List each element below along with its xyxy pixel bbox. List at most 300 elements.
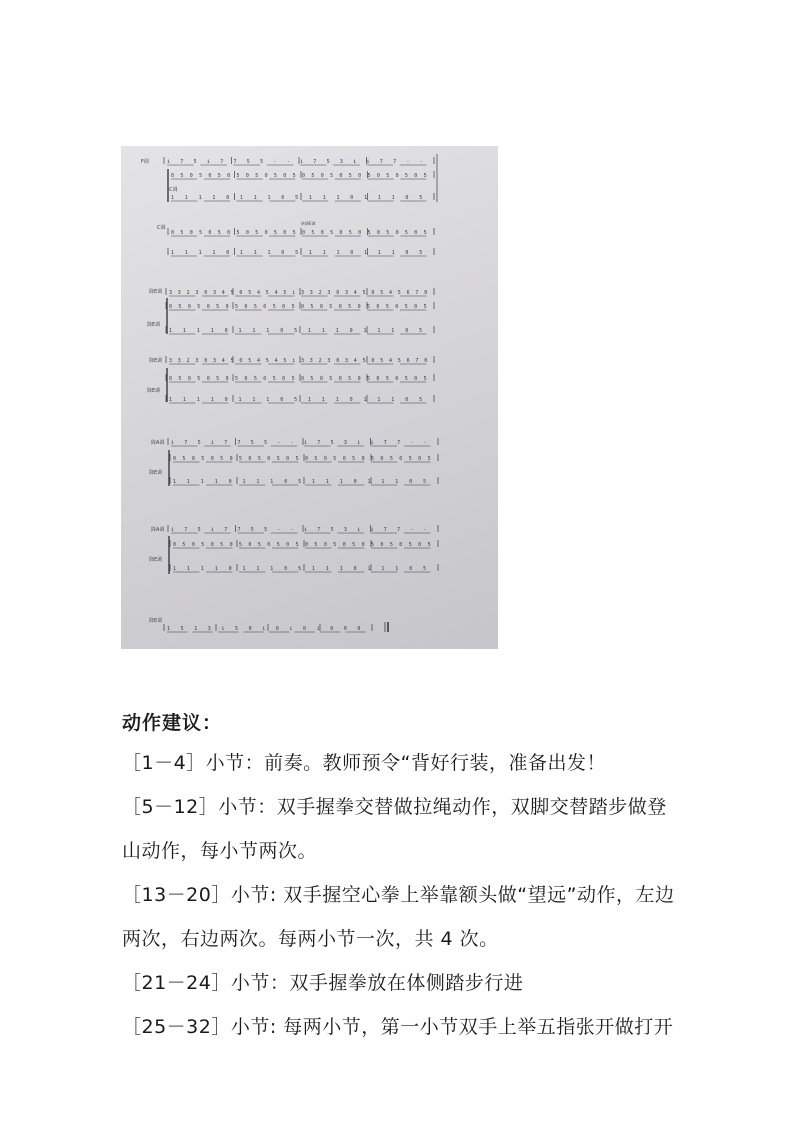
svg-text:7: 7 xyxy=(237,440,241,446)
svg-text:7: 7 xyxy=(393,159,397,165)
svg-text:5: 5 xyxy=(404,376,408,382)
svg-text:1: 1 xyxy=(238,397,242,403)
svg-text:3: 3 xyxy=(343,440,347,446)
svg-text:5: 5 xyxy=(298,479,302,485)
svg-text:5: 5 xyxy=(248,358,252,364)
svg-text:0: 0 xyxy=(358,230,362,236)
svg-text:5: 5 xyxy=(408,542,412,548)
svg-text:0: 0 xyxy=(239,358,243,364)
svg-text:0: 0 xyxy=(171,173,175,179)
svg-text:0: 0 xyxy=(380,456,384,462)
svg-text:1: 1 xyxy=(336,250,340,256)
svg-text:0: 0 xyxy=(350,195,354,201)
svg-text:0: 0 xyxy=(171,230,175,236)
svg-text:1: 1 xyxy=(169,397,173,403)
svg-text:1: 1 xyxy=(242,479,246,485)
svg-text:5: 5 xyxy=(352,542,356,548)
svg-text:1: 1 xyxy=(391,195,395,201)
svg-text:0: 0 xyxy=(224,397,228,403)
note-row xyxy=(170,477,438,485)
svg-text:5: 5 xyxy=(257,542,261,548)
svg-text:1: 1 xyxy=(321,397,325,403)
svg-text:1: 1 xyxy=(321,328,325,334)
svg-text:5: 5 xyxy=(182,456,186,462)
svg-text:5: 5 xyxy=(276,542,280,548)
svg-text:i: i xyxy=(316,626,320,632)
svg-text:0: 0 xyxy=(371,358,375,364)
svg-text:i: i xyxy=(206,159,210,165)
svg-text:5: 5 xyxy=(385,376,389,382)
svg-text:5: 5 xyxy=(380,290,384,296)
svg-text:7: 7 xyxy=(224,440,228,446)
svg-text:5: 5 xyxy=(294,328,298,334)
svg-text:5: 5 xyxy=(246,159,250,165)
svg-text:5: 5 xyxy=(235,376,239,382)
svg-text:0: 0 xyxy=(323,542,327,548)
svg-text:5: 5 xyxy=(352,456,356,462)
svg-text:0: 0 xyxy=(323,456,327,462)
svg-text:5: 5 xyxy=(236,173,240,179)
svg-text:1: 1 xyxy=(322,250,326,256)
svg-text:-: - xyxy=(423,527,427,533)
svg-text:5: 5 xyxy=(314,456,318,462)
svg-text:0: 0 xyxy=(248,626,252,632)
svg-text:7: 7 xyxy=(383,440,387,446)
svg-text:1: 1 xyxy=(395,479,399,485)
svg-text:0: 0 xyxy=(353,479,357,485)
svg-text:3: 3 xyxy=(177,290,181,296)
svg-text:1: 1 xyxy=(210,328,214,334)
svg-text:0: 0 xyxy=(169,376,173,382)
note-row xyxy=(170,454,438,462)
svg-text:5: 5 xyxy=(230,358,234,364)
svg-text:5: 5 xyxy=(273,230,277,236)
svg-text:0: 0 xyxy=(358,173,362,179)
part-label: 降E调 xyxy=(147,322,161,328)
svg-text:1: 1 xyxy=(367,479,371,485)
svg-text:5: 5 xyxy=(255,230,259,236)
svg-text:1: 1 xyxy=(214,479,218,485)
svg-text:5: 5 xyxy=(397,290,401,296)
svg-text:0: 0 xyxy=(350,250,354,256)
svg-text:5: 5 xyxy=(236,230,240,236)
svg-text:5: 5 xyxy=(239,456,243,462)
svg-text:5: 5 xyxy=(362,358,366,364)
svg-text:0: 0 xyxy=(376,173,380,179)
svg-text:0: 0 xyxy=(227,230,231,236)
svg-text:1: 1 xyxy=(363,328,367,334)
svg-text:1: 1 xyxy=(339,479,343,485)
svg-text:0: 0 xyxy=(286,542,290,548)
svg-text:1: 1 xyxy=(238,328,242,334)
svg-text:5: 5 xyxy=(193,159,197,165)
svg-text:5: 5 xyxy=(386,173,390,179)
svg-text:1: 1 xyxy=(335,397,339,403)
svg-text:1: 1 xyxy=(242,566,246,572)
svg-text:i: i xyxy=(304,440,308,446)
svg-text:i: i xyxy=(370,527,374,533)
svg-text:3: 3 xyxy=(195,358,199,364)
svg-text:1: 1 xyxy=(214,566,218,572)
svg-text:0: 0 xyxy=(210,456,214,462)
svg-text:0: 0 xyxy=(210,542,214,548)
svg-text:5: 5 xyxy=(217,230,221,236)
svg-text:0: 0 xyxy=(189,230,193,236)
svg-text:1: 1 xyxy=(391,250,395,256)
svg-text:5: 5 xyxy=(423,173,427,179)
svg-text:1: 1 xyxy=(239,195,243,201)
svg-text:1: 1 xyxy=(196,397,200,403)
part-label: 降E调 xyxy=(149,618,163,624)
paragraph-2: ［5－12］小节：双手握拳交替做拉绳动作，双脚交替踏步做登山动作，每小节两次。 xyxy=(122,796,667,862)
svg-text:5: 5 xyxy=(419,250,423,256)
svg-text:7: 7 xyxy=(233,159,237,165)
paragraph-4: ［21－24］小节：双手握拳放在体侧踏步行进 xyxy=(122,972,524,994)
part-label: 降E调 xyxy=(149,289,163,295)
svg-text:5: 5 xyxy=(333,456,337,462)
svg-text:5: 5 xyxy=(330,173,334,179)
svg-text:0: 0 xyxy=(376,376,380,382)
svg-text:5: 5 xyxy=(348,230,352,236)
svg-text:1: 1 xyxy=(311,566,315,572)
svg-text:0: 0 xyxy=(319,304,323,310)
svg-text:1: 1 xyxy=(391,397,395,403)
svg-text:i: i xyxy=(366,159,370,165)
svg-text:1: 1 xyxy=(308,195,312,201)
note-row xyxy=(166,395,434,403)
svg-text:0: 0 xyxy=(414,304,418,310)
part-label: 降E调 xyxy=(149,358,163,364)
svg-text:i: i xyxy=(357,527,361,533)
svg-text:5: 5 xyxy=(314,542,318,548)
svg-text:0: 0 xyxy=(284,479,288,485)
svg-text:7: 7 xyxy=(224,527,228,533)
svg-text:1: 1 xyxy=(267,195,271,201)
svg-text:5: 5 xyxy=(419,195,423,201)
svg-text:-: - xyxy=(277,440,281,446)
svg-text:0: 0 xyxy=(225,376,229,382)
svg-text:0: 0 xyxy=(224,328,228,334)
svg-text:7: 7 xyxy=(313,159,317,165)
svg-text:-: - xyxy=(286,159,290,165)
svg-text:7: 7 xyxy=(383,527,387,533)
svg-text:0: 0 xyxy=(208,230,212,236)
svg-text:7: 7 xyxy=(237,527,241,533)
svg-text:i: i xyxy=(167,159,171,165)
svg-text:0: 0 xyxy=(405,250,409,256)
paragraph-5: ［25－32］小节: 每两小节，第一小节双手上举五指张开做打开 xyxy=(122,1016,674,1038)
svg-text:0: 0 xyxy=(424,290,428,296)
svg-text:5: 5 xyxy=(180,173,184,179)
svg-text:2: 2 xyxy=(186,290,190,296)
svg-text:3: 3 xyxy=(309,290,313,296)
svg-text:5: 5 xyxy=(201,542,205,548)
svg-text:i: i xyxy=(289,626,293,632)
svg-text:1: 1 xyxy=(169,328,173,334)
svg-text:0: 0 xyxy=(414,376,418,382)
svg-text:0: 0 xyxy=(414,230,418,236)
svg-text:4: 4 xyxy=(389,358,393,364)
svg-text:1: 1 xyxy=(381,479,385,485)
svg-text:1: 1 xyxy=(377,397,381,403)
svg-text:0: 0 xyxy=(395,173,399,179)
note-row xyxy=(168,525,438,533)
svg-text:0: 0 xyxy=(342,456,346,462)
svg-text:5: 5 xyxy=(386,230,390,236)
svg-text:0: 0 xyxy=(263,304,267,310)
svg-text:5: 5 xyxy=(250,527,254,533)
svg-text:5: 5 xyxy=(427,456,431,462)
svg-text:0: 0 xyxy=(225,304,229,310)
svg-text:0: 0 xyxy=(305,542,309,548)
svg-text:5: 5 xyxy=(265,358,269,364)
svg-text:1: 1 xyxy=(212,195,216,201)
section-heading: 动作建议： xyxy=(122,712,223,734)
svg-text:5: 5 xyxy=(260,159,264,165)
svg-text:2: 2 xyxy=(318,290,322,296)
svg-text:5: 5 xyxy=(248,290,252,296)
svg-text:5: 5 xyxy=(389,542,393,548)
svg-text:0: 0 xyxy=(208,173,212,179)
svg-text:i: i xyxy=(171,527,175,533)
svg-text:1: 1 xyxy=(173,479,177,485)
svg-text:4: 4 xyxy=(221,290,225,296)
svg-text:i: i xyxy=(262,626,266,632)
svg-text:5: 5 xyxy=(180,626,184,632)
svg-text:7: 7 xyxy=(415,290,419,296)
svg-text:5: 5 xyxy=(404,230,408,236)
svg-text:0: 0 xyxy=(228,566,232,572)
svg-text:5: 5 xyxy=(295,542,299,548)
svg-text:7: 7 xyxy=(317,440,321,446)
svg-text:0: 0 xyxy=(302,173,306,179)
svg-text:3: 3 xyxy=(195,290,199,296)
svg-text:0: 0 xyxy=(343,626,347,632)
svg-text:0: 0 xyxy=(228,479,232,485)
svg-text:0: 0 xyxy=(418,456,422,462)
svg-text:1: 1 xyxy=(311,479,315,485)
svg-text:5: 5 xyxy=(264,440,268,446)
svg-text:4: 4 xyxy=(257,290,261,296)
svg-text:i: i xyxy=(292,290,296,296)
svg-text:1: 1 xyxy=(186,566,190,572)
svg-text:0: 0 xyxy=(353,566,357,572)
svg-text:0: 0 xyxy=(282,304,286,310)
svg-text:1: 1 xyxy=(325,566,329,572)
svg-text:0: 0 xyxy=(245,230,249,236)
svg-text:0: 0 xyxy=(409,479,413,485)
svg-text:1: 1 xyxy=(270,479,274,485)
note-row xyxy=(164,157,434,165)
svg-text:1: 1 xyxy=(167,626,171,632)
svg-text:0: 0 xyxy=(281,195,285,201)
note-row xyxy=(166,326,434,334)
svg-text:0: 0 xyxy=(349,397,353,403)
note-row xyxy=(168,228,434,236)
svg-text:1: 1 xyxy=(184,250,188,256)
svg-text:0: 0 xyxy=(399,456,403,462)
svg-text:5: 5 xyxy=(367,230,371,236)
svg-text:1: 1 xyxy=(339,566,343,572)
svg-text:0: 0 xyxy=(229,542,233,548)
paragraph-1: ［1－4］小节：前奏。教师预令“背好行装，准备出发！ xyxy=(122,752,607,774)
svg-text:5: 5 xyxy=(201,456,205,462)
svg-text:5: 5 xyxy=(326,159,330,165)
svg-text:5: 5 xyxy=(329,304,333,310)
svg-text:5: 5 xyxy=(264,527,268,533)
part-label: 降E调 xyxy=(147,388,161,394)
note-row xyxy=(166,302,434,310)
svg-text:0: 0 xyxy=(320,173,324,179)
svg-text:7: 7 xyxy=(415,358,419,364)
svg-text:1: 1 xyxy=(256,566,260,572)
svg-text:1: 1 xyxy=(210,397,214,403)
svg-text:1: 1 xyxy=(367,566,371,572)
svg-text:1: 1 xyxy=(336,195,340,201)
svg-text:5: 5 xyxy=(348,173,352,179)
svg-text:7: 7 xyxy=(180,159,184,165)
svg-text:3: 3 xyxy=(207,626,211,632)
svg-text:-: - xyxy=(410,440,414,446)
svg-text:-: - xyxy=(419,159,423,165)
paragraph-3: ［13－20］小节: 双手握空心拳上举靠额头做“望远”动作，左边两次，右边两次。每两小节一次，共 4 次。 xyxy=(122,884,675,950)
svg-text:0: 0 xyxy=(405,397,409,403)
svg-text:0: 0 xyxy=(399,542,403,548)
svg-text:3: 3 xyxy=(301,358,305,364)
svg-text:3: 3 xyxy=(343,527,347,533)
note-row xyxy=(170,564,438,572)
svg-text:0: 0 xyxy=(187,304,191,310)
svg-text:0: 0 xyxy=(424,358,428,364)
svg-text:1: 1 xyxy=(173,566,177,572)
svg-text:0: 0 xyxy=(189,173,193,179)
svg-text:5: 5 xyxy=(235,304,239,310)
svg-text:5: 5 xyxy=(367,173,371,179)
svg-text:5: 5 xyxy=(385,304,389,310)
svg-text:5: 5 xyxy=(199,173,203,179)
svg-text:4: 4 xyxy=(274,290,278,296)
svg-text:-: - xyxy=(273,159,277,165)
svg-text:1: 1 xyxy=(182,397,186,403)
svg-text:0: 0 xyxy=(173,456,177,462)
note-row xyxy=(164,624,372,632)
svg-text:3: 3 xyxy=(345,290,349,296)
svg-text:4: 4 xyxy=(221,358,225,364)
svg-text:5: 5 xyxy=(311,173,315,179)
svg-text:5: 5 xyxy=(389,456,393,462)
svg-text:0: 0 xyxy=(227,173,231,179)
svg-text:5: 5 xyxy=(310,376,314,382)
svg-text:6: 6 xyxy=(406,290,410,296)
svg-text:0: 0 xyxy=(264,173,268,179)
svg-text:0: 0 xyxy=(376,304,380,310)
svg-text:0: 0 xyxy=(380,542,384,548)
svg-text:7: 7 xyxy=(397,440,401,446)
svg-text:5: 5 xyxy=(255,173,259,179)
part-label: C调 xyxy=(157,225,166,231)
svg-text:0: 0 xyxy=(275,626,279,632)
svg-text:-: - xyxy=(423,440,427,446)
svg-text:1: 1 xyxy=(212,250,216,256)
svg-text:4: 4 xyxy=(389,290,393,296)
svg-text:5: 5 xyxy=(423,230,427,236)
svg-text:0: 0 xyxy=(267,542,271,548)
svg-text:5: 5 xyxy=(216,304,220,310)
svg-text:1: 1 xyxy=(391,328,395,334)
svg-text:4: 4 xyxy=(353,290,357,296)
svg-text:7: 7 xyxy=(184,440,188,446)
svg-text:5: 5 xyxy=(408,456,412,462)
svg-text:5: 5 xyxy=(404,173,408,179)
svg-text:5: 5 xyxy=(250,440,254,446)
svg-text:5: 5 xyxy=(330,527,334,533)
svg-text:1: 1 xyxy=(253,195,257,201)
svg-text:0: 0 xyxy=(371,290,375,296)
key-change-annotation: 转降E调 xyxy=(301,221,316,226)
svg-text:0: 0 xyxy=(357,626,361,632)
svg-text:7: 7 xyxy=(317,527,321,533)
svg-text:0: 0 xyxy=(302,230,306,236)
part-label: 降E调 xyxy=(149,557,163,563)
svg-text:0: 0 xyxy=(361,456,365,462)
svg-text:0: 0 xyxy=(361,542,365,548)
svg-text:1: 1 xyxy=(308,250,312,256)
svg-text:0: 0 xyxy=(229,456,233,462)
svg-text:5: 5 xyxy=(329,376,333,382)
svg-text:0: 0 xyxy=(191,542,195,548)
svg-text:0: 0 xyxy=(301,376,305,382)
svg-text:1: 1 xyxy=(363,397,367,403)
svg-text:3: 3 xyxy=(327,358,331,364)
svg-text:5: 5 xyxy=(291,376,295,382)
svg-text:i: i xyxy=(292,358,296,364)
svg-text:5: 5 xyxy=(419,328,423,334)
svg-text:7: 7 xyxy=(397,527,401,533)
note-row xyxy=(168,171,434,179)
svg-text:0: 0 xyxy=(303,626,307,632)
svg-text:-: - xyxy=(290,527,294,533)
svg-text:5: 5 xyxy=(423,304,427,310)
svg-text:0: 0 xyxy=(283,173,287,179)
svg-text:1: 1 xyxy=(182,328,186,334)
svg-text:5: 5 xyxy=(404,304,408,310)
part-label: 降A调 xyxy=(151,440,165,446)
svg-text:1: 1 xyxy=(256,479,260,485)
svg-text:3: 3 xyxy=(301,290,305,296)
svg-text:0: 0 xyxy=(330,626,334,632)
svg-text:-: - xyxy=(290,440,294,446)
svg-text:0: 0 xyxy=(204,358,208,364)
svg-text:3: 3 xyxy=(177,358,181,364)
svg-text:3: 3 xyxy=(345,358,349,364)
svg-text:5: 5 xyxy=(180,230,184,236)
svg-text:1: 1 xyxy=(322,195,326,201)
svg-text:5: 5 xyxy=(295,456,299,462)
svg-text:5: 5 xyxy=(348,376,352,382)
svg-text:1: 1 xyxy=(307,397,311,403)
svg-text:3: 3 xyxy=(169,290,173,296)
svg-text:4: 4 xyxy=(257,358,261,364)
svg-text:0: 0 xyxy=(286,456,290,462)
svg-text:0: 0 xyxy=(338,304,342,310)
svg-text:0: 0 xyxy=(301,304,305,310)
svg-text:i: i xyxy=(357,440,361,446)
svg-text:0: 0 xyxy=(239,290,243,296)
svg-text:0: 0 xyxy=(376,230,380,236)
svg-text:0: 0 xyxy=(226,195,230,201)
svg-text:1: 1 xyxy=(200,479,204,485)
svg-text:7: 7 xyxy=(184,527,188,533)
